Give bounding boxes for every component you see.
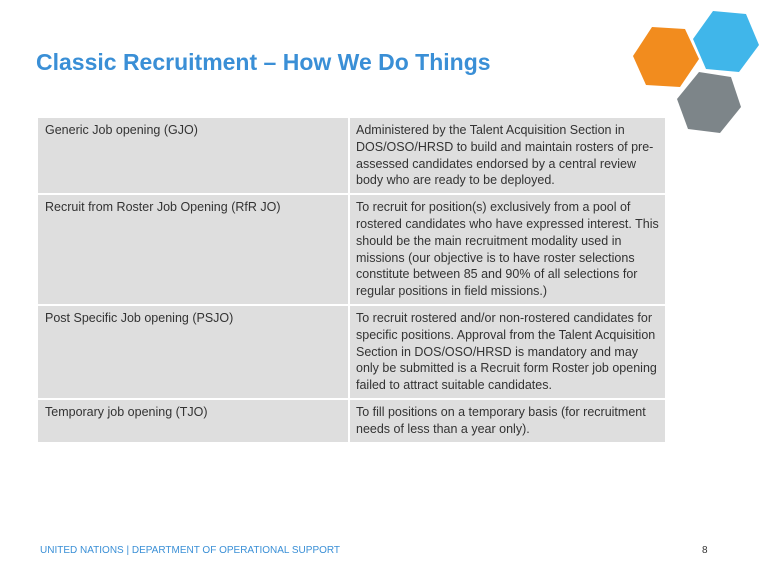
orange-hexagon-icon bbox=[633, 27, 699, 87]
job-description-cell: Administered by the Talent Acquisition Section in DOS/OSO/HRSD to build and maintain rosters of pre-assessed candidates endorsed by a central review body who are ready to be deployed. bbox=[350, 118, 665, 193]
table-row bbox=[38, 195, 665, 304]
job-description-cell: To fill positions on a temporary basis (for recruitment needs of less than a year only). bbox=[350, 400, 665, 442]
slide-title: Classic Recruitment – How We Do Things bbox=[36, 49, 491, 75]
job-description-cell: To recruit for position(s) exclusively from a pool of rostered candidates who have expressed interest. This should be the main recruitment modality used in missions (our objective is to have roster selections constitute between 85 and 90% of all selections for regular positions in field missions.) bbox=[350, 195, 665, 304]
job-type-cell: Generic Job opening (GJO) bbox=[38, 118, 348, 193]
footer-text: UNITED NATIONS | DEPARTMENT OF OPERATIONAL SUPPORT bbox=[40, 545, 341, 556]
page-number: 8 bbox=[702, 545, 708, 556]
job-type-cell: Post Specific Job opening (PSJO) bbox=[38, 306, 348, 398]
job-description-cell: To recruit rostered and/or non-rostered candidates for specific positions. Approval from the Talent Acquisition Section in DOS/OSO/HRSD is mandatory and may only be submitted is a Recruit form Roster job opening failed to attract suitable candidates. bbox=[350, 306, 665, 398]
job-type-cell: Recruit from Roster Job Opening (RfR JO) bbox=[38, 195, 348, 304]
table-row bbox=[38, 118, 665, 193]
job-type-cell: Temporary job opening (TJO) bbox=[38, 400, 348, 442]
blue-hexagon-icon bbox=[693, 11, 759, 72]
table-row bbox=[38, 400, 665, 442]
job-opening-table bbox=[36, 116, 667, 444]
gray-hexagon-icon bbox=[677, 72, 741, 133]
table-row bbox=[38, 306, 665, 398]
